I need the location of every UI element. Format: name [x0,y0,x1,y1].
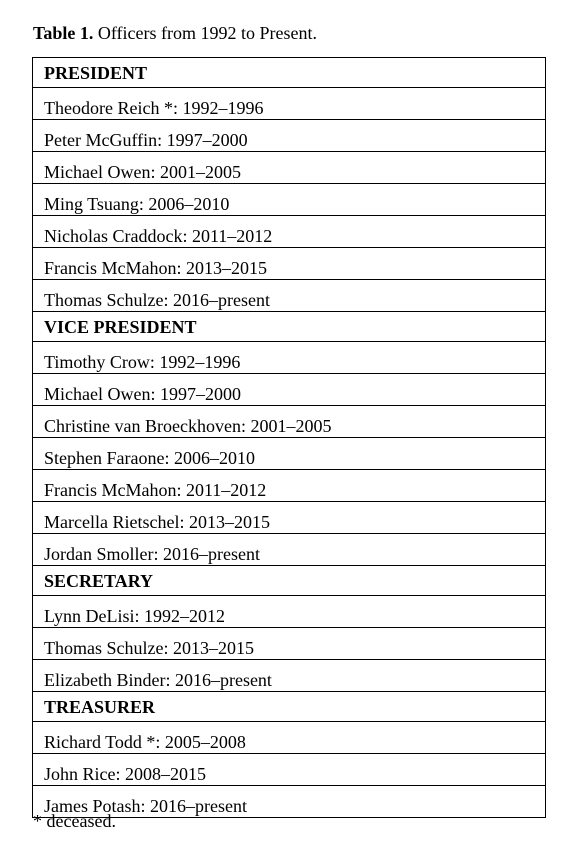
officer-entry: Nicholas Craddock: 2011–2012 [33,216,546,248]
table-row [33,754,546,786]
table-row [33,152,546,184]
section-heading: PRESIDENT [33,58,546,88]
officer-entry: Stephen Faraone: 2006–2010 [33,438,546,470]
officer-entry: Francis McMahon: 2013–2015 [33,248,546,280]
table-row [33,722,546,754]
table-caption [33,22,317,44]
officer-entry: Theodore Reich *: 1992–1996 [33,88,546,120]
table-row [33,596,546,628]
table-row [33,120,546,152]
officer-entry: Michael Owen: 1997–2000 [33,374,546,406]
table-row [33,406,546,438]
officers-table-body [33,58,546,818]
table-row [33,374,546,406]
section-heading-row [33,692,546,722]
table-row [33,660,546,692]
table-row [33,88,546,120]
officer-entry: Marcella Rietschel: 2013–2015 [33,502,546,534]
officer-entry: Francis McMahon: 2011–2012 [33,470,546,502]
officer-entry: Thomas Schulze: 2016–present [33,280,546,312]
section-heading: VICE PRESIDENT [33,312,546,342]
table-row [33,248,546,280]
officer-entry: Richard Todd *: 2005–2008 [33,722,546,754]
officer-entry: Lynn DeLisi: 1992–2012 [33,596,546,628]
table-row [33,438,546,470]
table-caption-text: Officers from 1992 to Present. [93,23,317,43]
officer-entry: Christine van Broeckhoven: 2001–2005 [33,406,546,438]
officer-entry: John Rice: 2008–2015 [33,754,546,786]
table-row [33,470,546,502]
officer-entry: Elizabeth Binder: 2016–present [33,660,546,692]
officers-table [32,57,546,818]
officer-entry: James Potash: 2016–present [33,786,546,818]
section-heading-row [33,566,546,596]
section-heading-row [33,58,546,88]
section-heading-row [33,312,546,342]
section-heading: TREASURER [33,692,546,722]
table-row [33,534,546,566]
table-row [33,502,546,534]
officer-entry: Michael Owen: 2001–2005 [33,152,546,184]
table-row [33,184,546,216]
table-row [33,628,546,660]
officer-entry: Timothy Crow: 1992–1996 [33,342,546,374]
table-row [33,216,546,248]
table-row [33,280,546,312]
officer-entry: Peter McGuffin: 1997–2000 [33,120,546,152]
officer-entry: Jordan Smoller: 2016–present [33,534,546,566]
table-caption-label: Table 1. [33,23,94,43]
table-row [33,342,546,374]
footnote: * deceased. [33,811,116,831]
officer-entry: Thomas Schulze: 2013–2015 [33,628,546,660]
section-heading: SECRETARY [33,566,546,596]
officer-entry: Ming Tsuang: 2006–2010 [33,184,546,216]
